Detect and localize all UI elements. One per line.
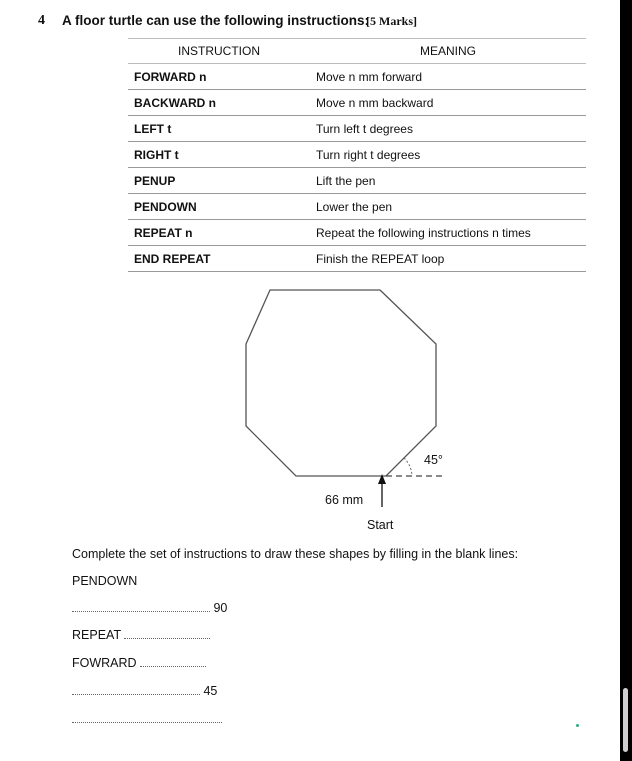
answer-line-5-value: 45 <box>203 684 218 698</box>
scrollbar-thumb[interactable] <box>623 688 628 752</box>
instruction-cell: END REPEAT <box>128 246 310 272</box>
instruction-table <box>128 38 586 272</box>
answer-blank-4[interactable] <box>140 657 206 667</box>
answer-line-4 <box>72 656 206 670</box>
instruction-cell: BACKWARD n <box>128 90 310 116</box>
answer-blank-6[interactable] <box>72 713 222 723</box>
answer-line-3-text: REPEAT <box>72 628 121 642</box>
table-body <box>128 64 586 272</box>
header-meaning: MEANING <box>310 39 586 64</box>
meaning-cell: Finish the REPEAT loop <box>310 246 586 272</box>
octagon-figure <box>230 282 460 522</box>
answer-line-1-text: PENDOWN <box>72 574 138 588</box>
table-row <box>128 64 586 90</box>
meaning-cell: Lift the pen <box>310 168 586 194</box>
table-row <box>128 194 586 220</box>
instruction-cell: RIGHT t <box>128 142 310 168</box>
instruction-cell: FORWARD n <box>128 64 310 90</box>
question-number: 4 <box>38 13 45 28</box>
start-label: Start <box>367 518 394 532</box>
answer-line-2 <box>72 601 227 615</box>
answer-line-6 <box>72 712 222 726</box>
angle-label: 45° <box>424 453 443 467</box>
table-header-row <box>128 39 586 64</box>
answer-line-5 <box>72 684 217 698</box>
answer-line-2-value: 90 <box>213 601 228 615</box>
side-length-label: 66 mm <box>325 493 364 507</box>
answer-blank-5[interactable] <box>72 685 200 695</box>
question-marks: [5 Marks] <box>366 14 417 28</box>
answer-line-4-text: FOWRARD <box>72 656 137 670</box>
meaning-cell: Move n mm forward <box>310 64 586 90</box>
meaning-cell: Lower the pen <box>310 194 586 220</box>
stray-mark <box>576 724 579 727</box>
table-row <box>128 246 586 272</box>
instruction-cell: LEFT t <box>128 116 310 142</box>
question-text: A floor turtle can use the following instructions: <box>62 13 370 28</box>
table-row <box>128 90 586 116</box>
answer-line-1 <box>72 574 137 588</box>
meaning-cell: Turn right t degrees <box>310 142 586 168</box>
meaning-cell: Repeat the following instructions n times <box>310 220 586 246</box>
instruction-cell: PENUP <box>128 168 310 194</box>
answer-blank-2[interactable] <box>72 602 210 612</box>
instructions-prompt: Complete the set of instructions to draw these shapes by filling in the blank lines: <box>72 547 519 561</box>
header-instruction: INSTRUCTION <box>128 39 310 64</box>
table-row <box>128 168 586 194</box>
octagon-shape <box>246 290 436 476</box>
instruction-cell: REPEAT n <box>128 220 310 246</box>
meaning-cell: Turn left t degrees <box>310 116 586 142</box>
table-row <box>128 116 586 142</box>
table-row <box>128 142 586 168</box>
answer-line-3 <box>72 628 210 642</box>
table-row <box>128 220 586 246</box>
instruction-cell: PENDOWN <box>128 194 310 220</box>
angle-arc <box>404 458 412 476</box>
meaning-cell: Move n mm backward <box>310 90 586 116</box>
answer-blank-3[interactable] <box>124 629 210 639</box>
